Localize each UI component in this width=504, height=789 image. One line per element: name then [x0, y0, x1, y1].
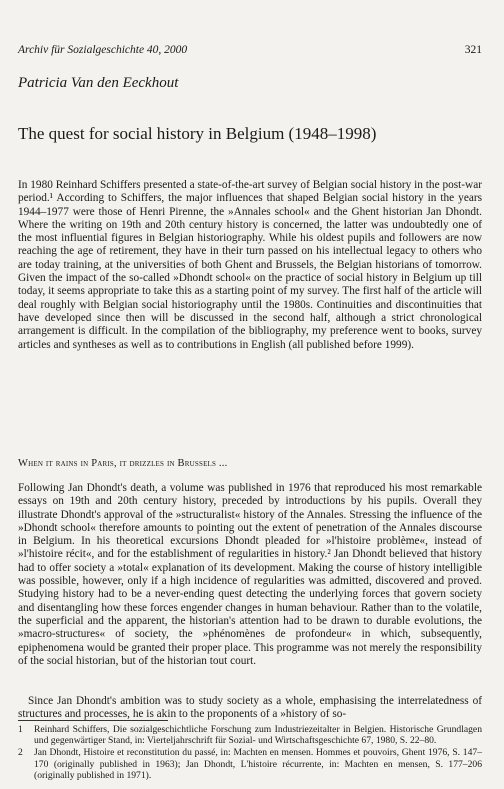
footnote-1 [18, 724, 482, 746]
footnote-divider [18, 720, 168, 721]
footnote-2 [18, 747, 482, 781]
body-paragraph-1: Following Jan Dhondt's death, a volume was published in 1976 that reproduced his most remarkable essays on 19th and 20th century history, preceded by introductions by his pupils. Overall they illustrate Dhondt's approval of the »structuralist« history of the Annales. Stressing the influence of the »Dhondt school« therefore amounts to pointing out the extent of penetration of the Annales discourse in Belgium. In his theoretical excursions Dhondt pleaded for »l'histoire problème«, instead of »l'histoire récit«, and for the establishment of regularities in history.² Jan Dhondt believed that history had to offer society a »total« explanation of its development. Making the course of history intelligible was possible, however, only if a high incidence of regularities was admitted, discovered and proved. Studying history had to be a never-ending quest detecting the underlying forces that govern society and disentangling how these forces engender changes in human behaviour. Rather than to the volatile, the superficial and the apparent, the historian's attention had to be drawn to durable evolutions, the »macro-structures« of society, the »phénomènes de profondeur« in which, subsequently, epiphenomena would be granted their proper place. This programme was not merely the responsibility of the social historian, but of the historian tout court. [18, 482, 482, 667]
author-name: Patricia Van den Eeckhout [18, 75, 179, 91]
article-title: The quest for social history in Belgium (1948–1998) [18, 124, 377, 143]
footnotes [18, 724, 482, 782]
footnote-number: 1 [18, 724, 23, 735]
journal-citation: Archiv für Sozialgeschichte 40, 2000 [18, 44, 188, 56]
footnote-number: 2 [18, 747, 23, 759]
section-heading: When it rains in Paris, it drizzles in Brussels ... [18, 458, 228, 469]
abstract-paragraph: In 1980 Reinhard Schiffers presented a state-of-the-art survey of Belgian social history in the post-war period.¹ According to Schiffers, the major influences that shaped Belgian social history in the years 1944–1977 were those of Henri Pirenne, the »Annales school« and the Ghent historian Jan Dhondt. Where the writing on 19th and 20th century history is concerned, the latter was undoubtedly one of the most influential figures in Belgian historiography. While his oldest pupils and followers are now reaching the age of retirement, they have in their turn passed on his intellectual legacy to others who are today training, at the universities of both Ghent and Brussels, the Belgian historians of tomorrow. Given the impact of the so-called »Dhondt school« on the practice of social history in Belgium up till today, it seems appropriate to take this as a starting point of my survey. The first half of the article will deal roughly with Belgian social historiography until the 1980s. Continuities and discontinuities that have developed since then will be discussed in the second half, although a strict chronological arrangement is difficult. In the compilation of the bibliography, my preference went to books, survey articles and syntheses as well as to contributions in English (all published before 1999). [18, 179, 482, 351]
footnote-text: Reinhard Schiffers, Die sozialgeschichtliche Forschung zum Industriezeitalter in Belgien. Historische Grundlagen und gegenwärtiger Stand, in: Vierteljahrschrift für Sozial- und Wirtschaftsgeschichte 67, 1980, S. 22–80. [34, 724, 482, 747]
page-number: 321 [464, 44, 482, 56]
running-head [18, 44, 482, 56]
footnote-text: Jan Dhondt, Histoire et reconstitution du passé, in: Machten en mensen. Hommes et pouvoirs, Ghent 1976, S. 147–170 (originally published in 1963); Jan Dhondt, L'histoire récurrente, in: Machten en mensen, S. 177–206 (originally published in 1971). [34, 747, 482, 781]
body-paragraph-2: Since Jan Dhondt's ambition was to study society as a whole, emphasising the interrelatedness of structures and processes, he is akin to the proponents of a »history of so- [18, 695, 482, 721]
